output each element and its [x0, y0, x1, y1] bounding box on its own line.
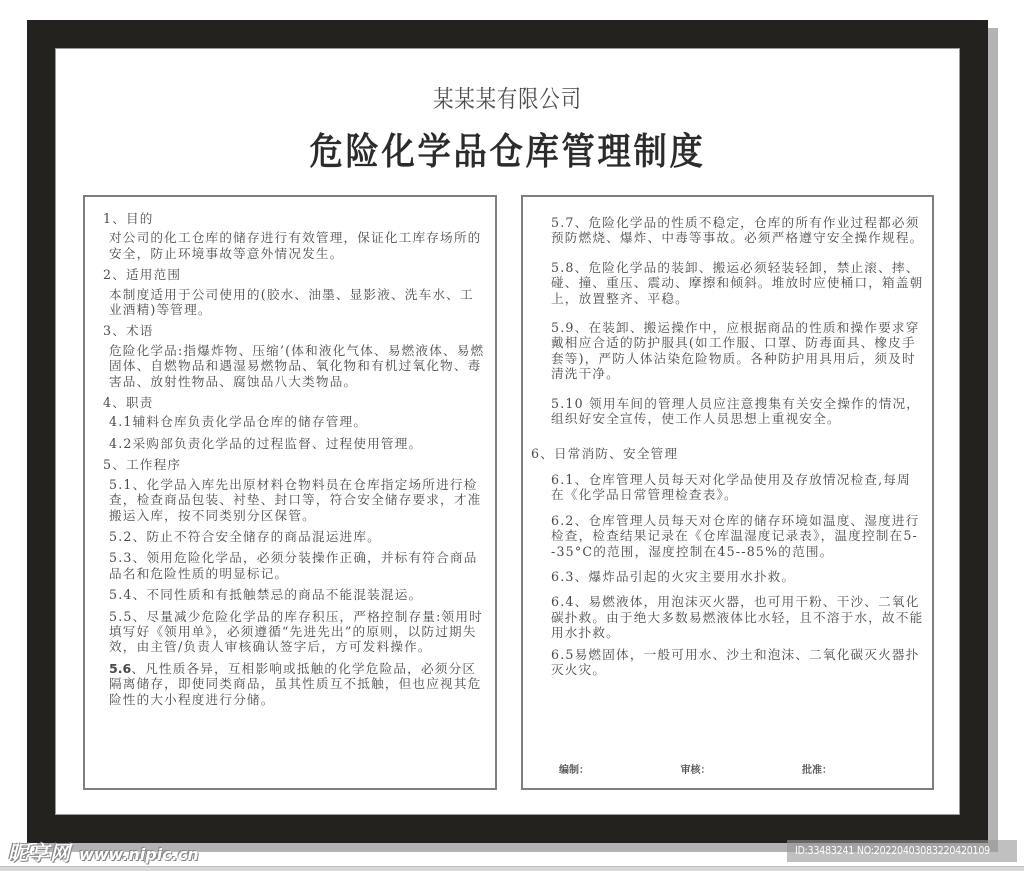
item-number: 5.3、 — [109, 550, 147, 566]
safety-item — [551, 513, 924, 559]
item-number: 5.5、 — [109, 608, 147, 624]
item-number: 5.8、 — [551, 259, 589, 275]
safety-item — [551, 472, 924, 503]
section-heading-duties: 4、职责 — [103, 395, 154, 411]
item-number: 5.10 — [551, 395, 590, 411]
watermark-id: ID:33483241 NO:20220403083220420109 — [787, 840, 1017, 862]
item-text: 尽量减少危险化学品的库存积压，严格控制存量:领用时填写好《领用单》，必须遵循“先进先出”的原则，以防过期失效，由主管/负责人审核确认签字后，方可发料操作。 — [109, 608, 483, 655]
section-heading-scope: 2、适用范围 — [103, 267, 182, 283]
item-number: 5.2、 — [109, 528, 147, 544]
item-text: 仓库管理人员每天对化学品使用及存放情况检查,每周在《化学品日常管理检查表》。 — [551, 471, 911, 503]
item-text: 危险化学品的装卸、搬运必须轻装轻卸，禁止滚、摔、碰、撞、重压、震动、摩擦和倾斜。堆放时应使桶口，箱盖朝上，放置整齐、平稳。 — [551, 259, 924, 306]
signature-prepared: 编制： — [559, 765, 589, 776]
item-text: 化学品入库先出原材料仓物料员在仓库指定场所进行检查，检查商品包装、衬垫、封口等，符合安全储存要求，才准搬运入库，按不同类别分区保管。 — [109, 476, 482, 523]
left-panel — [83, 195, 497, 790]
signature-approved: 批准： — [802, 765, 832, 776]
item-text: 领用危险化学品，必须分装操作正确，并标有符合商品品名和危险性质的明显标记。 — [109, 550, 478, 581]
company-name: 某某某有限公司 — [433, 85, 582, 113]
item-text: 爆炸品引起的火灾主要用水扑救。 — [588, 568, 796, 584]
left-panel-content — [103, 211, 487, 713]
right-panel-content — [531, 215, 924, 683]
procedure-item — [551, 320, 924, 382]
section-heading-purpose: 1、目的 — [103, 211, 154, 226]
procedure-item — [109, 609, 487, 655]
item-number: 6.1、 — [551, 471, 589, 487]
procedure-item — [109, 477, 487, 523]
safety-item — [551, 569, 924, 584]
watermark-url: www.nipic.cn — [78, 845, 199, 864]
section-heading-terms: 3、术语 — [103, 323, 154, 339]
document-title: 危险化学品仓库管理制度 — [309, 130, 706, 173]
item-text: 易燃固体，一般可用水、沙土和泡沫、二氧化碳灭火器扑灭火灾。 — [551, 646, 920, 677]
safety-item — [551, 594, 924, 640]
section-text-terms: 危险化学品:指爆炸物、压缩’(体和液化气体、易燃液体、易燃固体、自燃物品和遇湿易燃物品、氧化物和有机过氧化物、毒害品、放射性物品、腐蚀品八大类物品。 — [109, 342, 485, 389]
procedure-item — [109, 587, 487, 602]
duty-item: 4.2采购部负责化学品的过程监督、过程使用管理。 — [109, 435, 423, 451]
section-text-scope: 本制度适用于公司使用的(胶水、油墨、显影液、洗车水、工业酒精)等管理。 — [109, 286, 474, 318]
duty-item: 4.1辅料仓库负责化学品仓库的储存管理。 — [109, 414, 368, 430]
item-number: 5.9、 — [551, 320, 589, 336]
item-text: 易燃液体，用泡沫灭火器，也可用干粉、干沙、二氧化碳扑救。由于绝大多数易燃液体比水轻，且不溶于水，故不能用水扑救。 — [551, 594, 924, 641]
item-text: 不同性质和有抵触禁忌的商品不能混装混运。 — [146, 587, 423, 603]
item-text: 在装卸、搬运操作中，应根据商品的性质和操作要求穿戴相应合适的防护服具(如工作服、口罩、防毒面具、橡皮手套等)，严防人体沾染危险物质。各种防护用具用后，须及时清洗干净。 — [551, 320, 920, 382]
procedure-item — [551, 215, 924, 246]
item-text: 仓库管理人员每天对仓库的储存环境如温度、湿度进行检查，检查结果记录在《仓库温湿度记录表》，温度控制在5--35°C的范围，湿度控制在45--85%的范围。 — [551, 512, 920, 559]
section-heading-procedure: 5、工作程序 — [103, 457, 182, 473]
item-text: 防止不符合安全储存的商品混运进库。 — [146, 528, 381, 544]
procedure-item — [551, 396, 924, 427]
item-text: 领用车间的管理人员应注意搜集有关安全操作的情况，组织好安全宣传，使工作人员思想上重视安全。 — [551, 395, 921, 427]
item-number: 6.4、 — [551, 594, 589, 610]
item-number: 6.5 — [551, 646, 575, 662]
signature-reviewed: 审核： — [680, 765, 711, 776]
item-number: 5.6 — [109, 660, 132, 676]
watermark-brand — [8, 837, 199, 866]
section-text-purpose: 对公司的化工仓库的储存进行有效管理，保证化工库存场所的安全，防止环境事故等意外情况发生。 — [109, 230, 482, 261]
item-number: 5.4、 — [109, 587, 147, 603]
right-panel — [521, 195, 934, 790]
signature-row — [559, 761, 892, 776]
item-number: 5.1、 — [109, 476, 147, 492]
item-text: 危险化学品的性质不稳定，仓库的所有作业过程都必须预防燃烧、爆炸、中毒等事故。必须严格遵守安全操作规程。 — [551, 215, 924, 246]
item-number: 6.3、 — [551, 568, 589, 584]
bottom-divider — [0, 866, 1024, 871]
section-heading-fire-safety: 6、日常消防、安全管理 — [531, 446, 679, 462]
item-number: 6.2、 — [551, 512, 589, 528]
item-text: 、凡性质各异，互相影响或抵触的化学危险品，必须分区隔离储存，即使同类商品，虽其性质互不抵触，但也应视其危险性的大小程度进行分储。 — [109, 660, 482, 707]
item-number: 5.7、 — [551, 215, 589, 230]
procedure-item — [551, 260, 924, 306]
procedure-item — [109, 550, 487, 581]
watermark-brand-name: 昵享网 — [8, 841, 71, 865]
document-board — [55, 48, 960, 815]
procedure-item — [109, 661, 487, 707]
procedure-item — [109, 529, 487, 544]
safety-item — [551, 647, 924, 678]
